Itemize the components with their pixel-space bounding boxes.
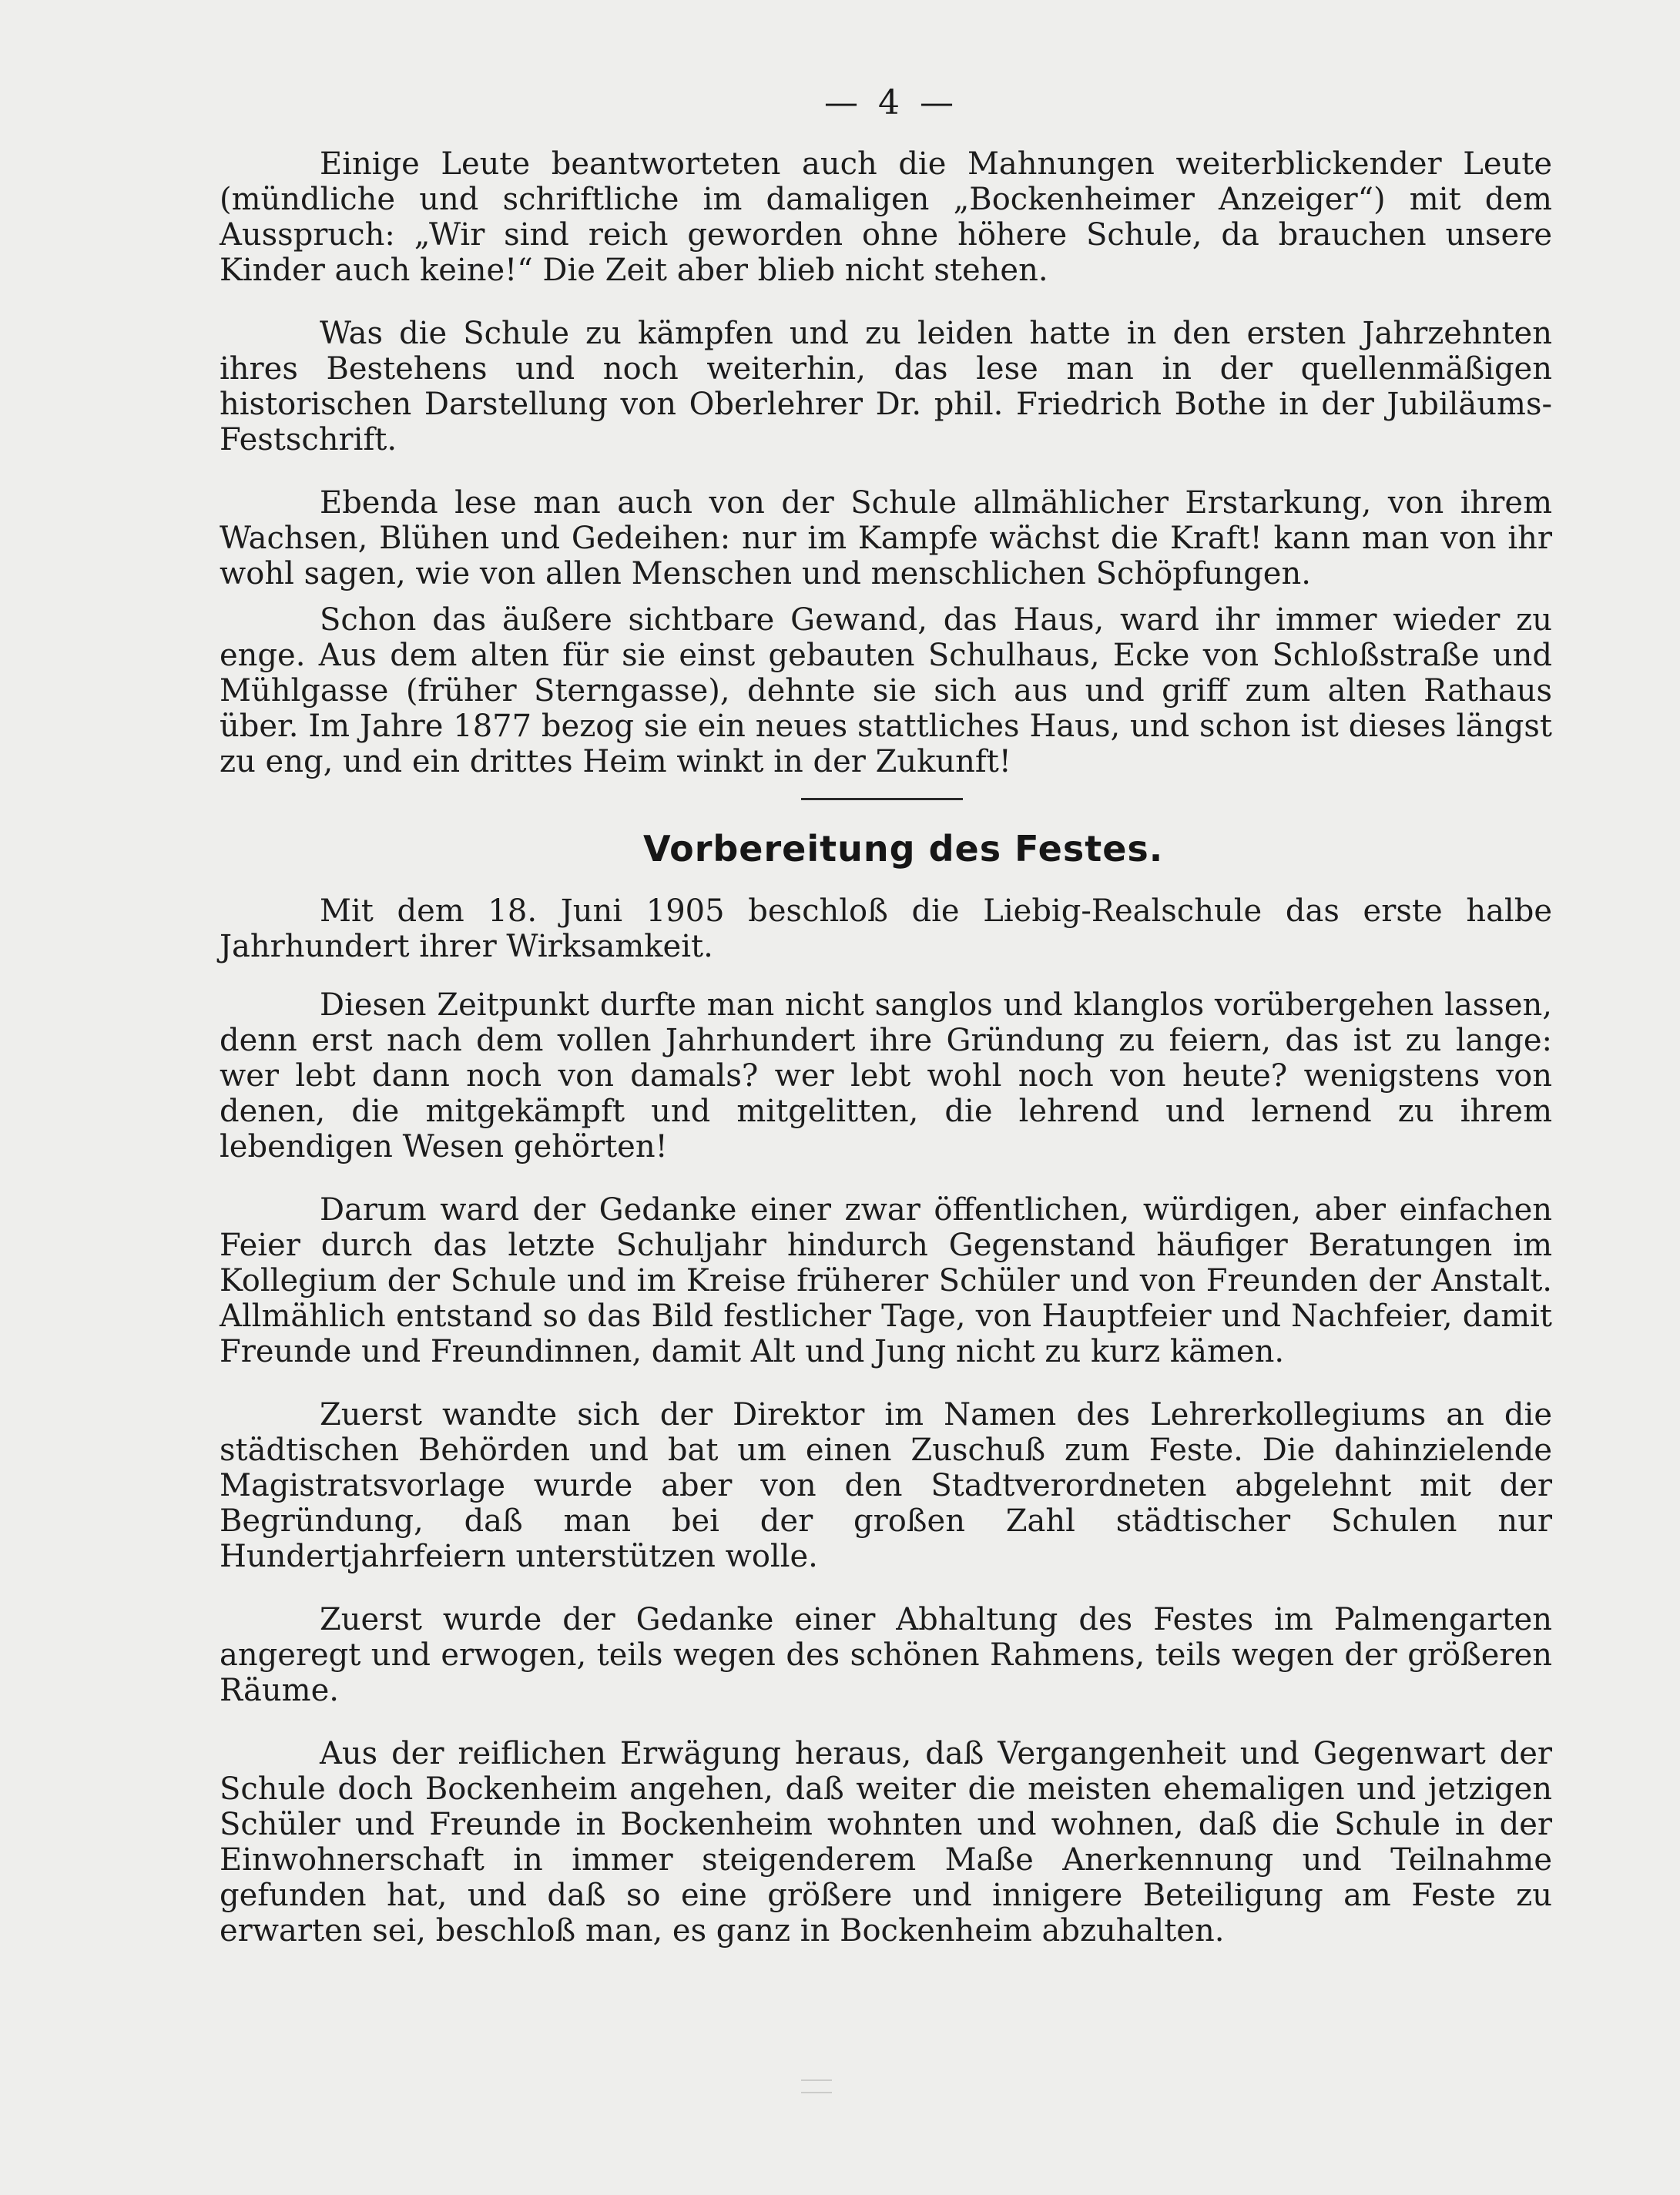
paragraph: Darum ward der Gedanke einer zwar öffentlichen, würdigen, aber einfachen Feier durch das letzte Schuljahr hindurch Gegenstand häufiger Beratungen im Kollegium der Schule und im Kreise früherer Schüler und von Freunden der Anstalt. Allmählich entstand so das Bild festlicher Tage, von Hauptfeier und Nachfeier, damit Freunde und Freundinnen, damit Alt und Jung nicht zu kurz kämen. <box>220 1192 1552 1369</box>
paragraph: Was die Schule zu kämpfen und zu leiden hatte in den ersten Jahrzehnten ihres Bestehens und noch weiterhin, das lese man in der quellenmäßigen historischen Darstellung von Oberlehrer Dr. phil. Friedrich Bothe in der Jubiläums-Festschrift. <box>220 316 1552 457</box>
paragraph: Mit dem 18. Juni 1905 beschloß die Liebig-Realschule das erste halbe Jahrhundert ihrer Wirksamkeit. <box>220 893 1552 964</box>
print-smudge <box>801 2079 832 2093</box>
paragraph: Aus der reiflichen Erwägung heraus, daß Vergangenheit und Gegenwart der Schule doch Bockenheim angehen, daß weiter die meisten ehemaligen und jetzigen Schüler und Freunde in Bockenheim wohnten und wohnen, daß die Schule in der Einwohnerschaft in immer steigenderem Maße Anerkennung und Teilnahme gefunden hat, und daß so eine größere und innigere Beteiligung am Feste zu erwarten sei, beschloß man, es ganz in Bockenheim abzuhalten. <box>220 1736 1552 1949</box>
intro-text <box>220 146 1552 807</box>
page-number: — 4 — <box>824 83 958 122</box>
paragraph: Schon das äußere sichtbare Gewand, das Haus, ward ihr immer wieder zu enge. Aus dem alten für sie einst gebauten Schulhaus, Ecke von Schloßstraße und Mühlgasse (früher Sterngasse), dehnte sie sich aus und griff zum alten Rathaus über. Im Jahre 1877 bezog sie ein neues stattliches Haus, und schon ist dieses längst zu eng, und ein drittes Heim winkt in der Zukunft! <box>220 602 1552 779</box>
paragraph: Diesen Zeitpunkt durfte man nicht sanglos und klanglos vorübergehen lassen, denn erst nach dem vollen Jahrhundert ihre Gründung zu feiern, das ist zu lange: wer lebt dann noch von damals? wer lebt wohl noch von heute? wenigstens von denen, die mitgekämpft und mitgelitten, die lehrend und lernend zu ihrem lebendigen Wesen gehörten! <box>220 987 1552 1165</box>
section-heading: Vorbereitung des Festes. <box>643 828 1164 870</box>
paragraph: Ebenda lese man auch von der Schule allmählicher Erstarkung, von ihrem Wachsen, Blühen und Gedeihen: nur im Kampfe wächst die Kraft! kann man von ihr wohl sagen, wie von allen Menschen und menschlichen Schöpfungen. <box>220 485 1552 591</box>
paragraph: Zuerst wandte sich der Direktor im Namen des Lehrerkollegiums an die städtischen Behörden und bat um einen Zuschuß zum Feste. Die dahinzielende Magistratsvorlage wurde aber von den Stadtverordneten abgelehnt mit der Begründung, daß man bei der großen Zahl städtischer Schulen nur Hundertjahrfeiern unterstützen wolle. <box>220 1397 1552 1574</box>
section-text <box>220 893 1552 1976</box>
paragraph: Zuerst wurde der Gedanke einer Abhaltung des Festes im Palmengarten angeregt und erwogen, teils wegen des schönen Rahmens, teils wegen der größeren Räume. <box>220 1602 1552 1708</box>
section-divider <box>801 798 963 800</box>
paragraph: Einige Leute beantworteten auch die Mahnungen weiterblickender Leute (mündliche und schriftliche im damaligen „Bockenheimer Anzeiger“) mit dem Ausspruch: „Wir sind reich geworden ohne höhere Schule, da brauchen unsere Kinder auch keine!“ Die Zeit aber blieb nicht stehen. <box>220 146 1552 288</box>
